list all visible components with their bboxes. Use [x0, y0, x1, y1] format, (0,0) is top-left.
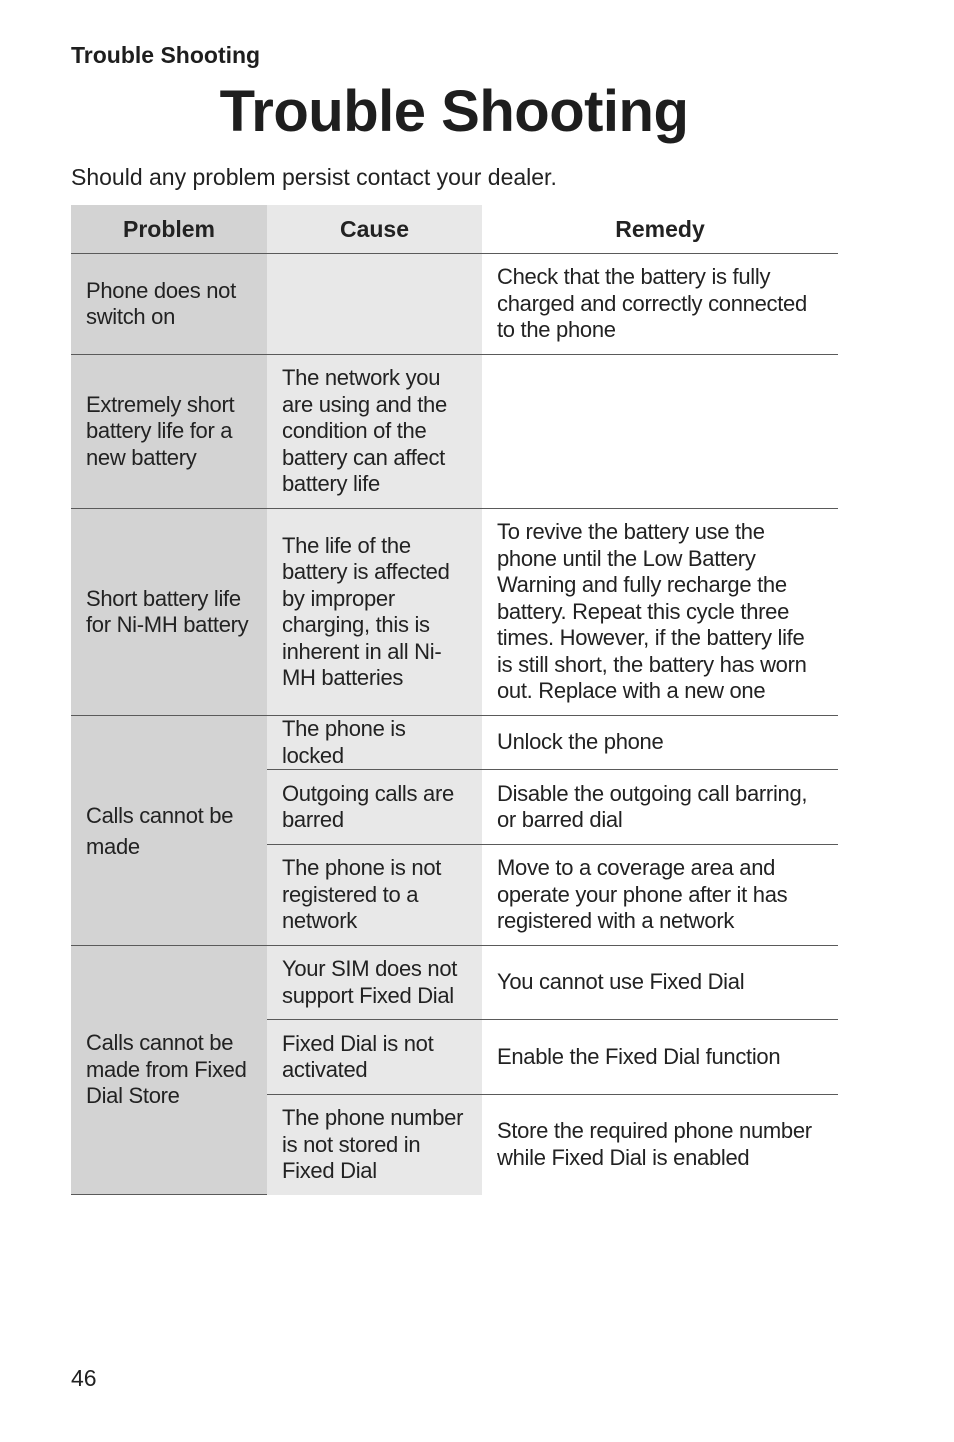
remedy-cell: [482, 716, 838, 770]
table-row: [71, 509, 838, 716]
cause-text: Outgoing calls are barred: [282, 780, 454, 832]
remedy-cell: [482, 1095, 838, 1195]
cause-text: The phone is locked: [282, 716, 406, 768]
problem-cell: [71, 355, 267, 509]
cause-cell: [267, 770, 482, 845]
remedy-text: Store the required phone number while Fixed Dial is enabled: [497, 1118, 812, 1170]
column-header-problem: Problem: [71, 205, 267, 254]
problem-text: Calls cannot be made: [86, 802, 234, 859]
problem-cell: [71, 509, 267, 716]
table-row: [71, 716, 838, 770]
remedy-cell: [482, 1020, 838, 1095]
remedy-text: Move to a coverage area and operate your phone after it has registered with a network: [497, 855, 788, 934]
remedy-text: You cannot use Fixed Dial: [497, 969, 745, 995]
problem-cell: [71, 716, 267, 946]
table-row: [71, 946, 838, 1020]
problem-text: Calls cannot be made from Fixed Dial Store: [86, 1030, 247, 1109]
problem-text: Phone does not switch on: [86, 277, 236, 329]
remedy-text: Check that the battery is fully charged and correctly connected to the phone: [497, 264, 807, 343]
column-header-cause: Cause: [267, 205, 482, 254]
remedy-cell: [482, 946, 838, 1020]
remedy-cell: [482, 254, 838, 355]
cause-cell: [267, 509, 482, 716]
cause-text: The life of the battery is affected by improper charging, this is inherent in all Ni-MH batteries: [282, 532, 450, 690]
section-header-label: Trouble Shooting: [71, 42, 261, 68]
cause-cell: [267, 1095, 482, 1195]
page-title: Trouble Shooting: [219, 79, 689, 144]
cause-cell: [267, 355, 482, 509]
cause-cell: [267, 1020, 482, 1095]
problem-text: Short battery life for Ni-MH battery: [86, 585, 249, 637]
cause-cell: [267, 946, 482, 1020]
remedy-cell: [482, 770, 838, 845]
problem-cell: [71, 254, 267, 355]
remedy-cell: [482, 355, 838, 509]
remedy-text: To revive the battery use the phone until the Low Battery Warning and fully recharge the battery. Repeat this cycle three times. However, if the battery life is still short, the battery has worn out. Replace with a new one: [497, 519, 807, 704]
remedy-text: Disable the outgoing call barring, or barred dial: [497, 780, 808, 832]
problem-text: Extremely short battery life for a new battery: [86, 391, 235, 470]
page-number: 46: [71, 1365, 97, 1391]
table-row: [71, 254, 838, 355]
cause-cell: [267, 716, 482, 770]
cause-cell: [267, 254, 482, 355]
cause-text: Fixed Dial is not activated: [282, 1030, 434, 1082]
remedy-cell: [482, 509, 838, 716]
cause-cell: [267, 845, 482, 946]
cause-text: The phone number is not stored in Fixed Dial: [282, 1105, 464, 1183]
cause-text: Your SIM does not support Fixed Dial: [282, 956, 458, 1008]
problem-cell: [71, 946, 267, 1195]
cause-text: The phone is not registered to a network: [282, 855, 442, 934]
column-header-remedy: Remedy: [482, 205, 838, 254]
remedy-text: Unlock the phone: [497, 729, 664, 755]
table-header-row: [71, 205, 838, 254]
remedy-cell: [482, 845, 838, 946]
cause-text: The network you are using and the condition of the battery can affect battery life: [282, 365, 447, 497]
troubleshooting-table: [71, 205, 838, 1195]
intro-text: Should any problem persist contact your dealer.: [71, 164, 557, 190]
remedy-text: Enable the Fixed Dial function: [497, 1043, 781, 1069]
table-row: [71, 355, 838, 509]
